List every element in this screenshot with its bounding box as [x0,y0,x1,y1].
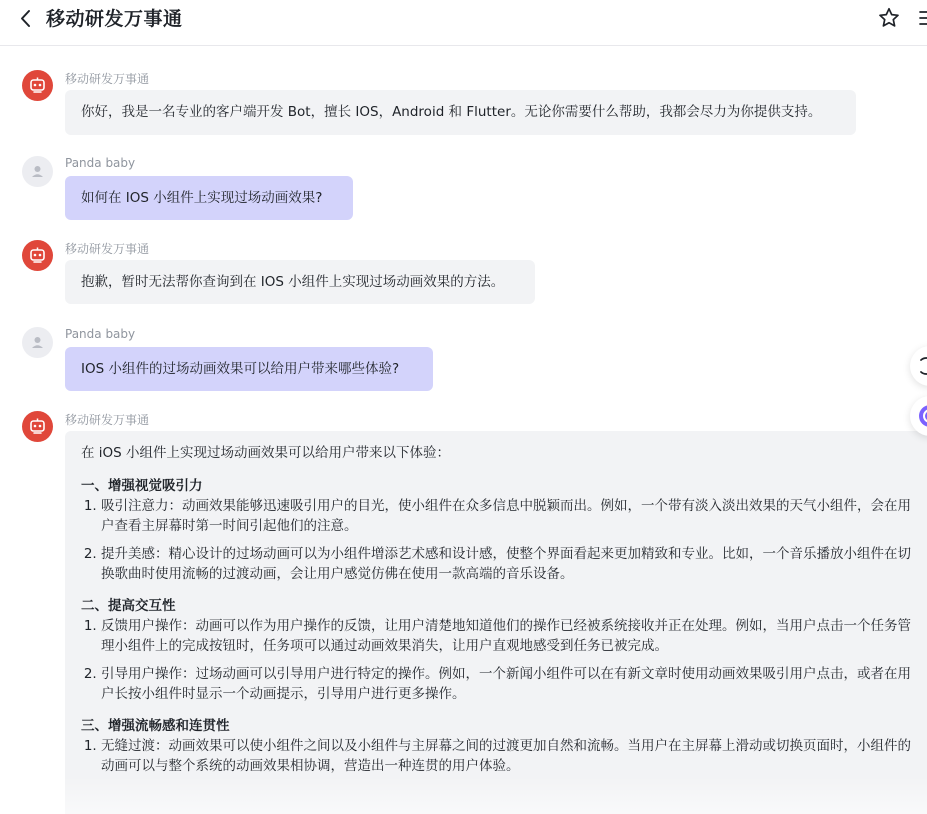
sender-name: Panda baby [65,156,136,170]
answer-intro: 在 iOS 小组件上实现过场动画效果可以给用户带来以下体验： [81,445,451,461]
list-item: 1. 吸引注意力：动画效果能够迅速吸引用户的目光，使小组件在众多信息中脱颖而出。例如，一个带有淡入淡出效果的天气小组件，会在用户查看主屏幕时第一时间引起他们的注意。 [101,496,921,536]
menu-icon [917,8,927,28]
chevron-left-icon [14,6,40,32]
list-item: 2. 提升美感：精心设计的过场动画可以为小组件增添艺术感和设计感，使整个界面看起来更加精致和专业。比如，一个音乐播放小组件在切换歌曲时使用流畅的过渡动画，会让用户感觉仿佛在使用一款高端的音乐设备。 [101,544,921,584]
menu-button[interactable] [917,8,927,28]
sender-name: 移动研发万事通 [65,413,150,427]
back-button[interactable] [14,6,40,32]
section-list [81,616,921,704]
message-bubble: IOS 小组件的过场动画效果可以给用户带来哪些体验? [65,347,433,391]
section-heading: 一、增强视觉吸引力 [81,478,203,494]
list-item: 1. 反馈用户操作：动画可以作为用户操作的反馈，让用户清楚地知道他们的操作已经被系统接收并正在处理。例如，当用户点击一个任务管理小组件上的完成按钮时，任务项可以通过动画效果消失，让用户直观地感受到任务已被完成。 [101,616,921,656]
user-avatar[interactable] [22,156,53,187]
top-bar [0,0,927,46]
star-outline-icon [877,6,901,30]
message-bubble: 抱歉，暂时无法帮你查询到在 IOS 小组件上实现过场动画效果的方法。 [65,260,535,304]
bot-avatar[interactable] [22,70,53,101]
section-heading: 二、提高交互性 [81,598,176,614]
bot-robot-icon [22,240,53,271]
user-avatar[interactable] [22,327,53,358]
list-item: 2. 引导用户操作：过场动画可以引导用户进行特定的操作。例如，一个新闻小组件可以在有新文章时使用动画效果吸引用户点击，或者在用户长按小组件时显示一个动画提示，引导用户进行更多操作。 [101,664,921,704]
favorite-button[interactable] [877,6,901,30]
bot-robot-icon [22,70,53,101]
section-list [81,496,921,584]
chat-message-list[interactable] [0,46,927,814]
section-heading: 三、增强流畅感和连贯性 [81,718,230,734]
bot-robot-icon [22,411,53,442]
user-icon [22,156,53,187]
message-bubble [65,431,927,814]
bot-avatar[interactable] [22,411,53,442]
section-list [81,736,921,776]
message-bubble: 你好，我是一名专业的客户端开发 Bot，擅长 IOS，Android 和 Flutter。无论你需要什么帮助，我都会尽力为你提供支持。 [65,90,856,135]
sender-name: 移动研发万事通 [65,242,150,256]
user-icon [22,327,53,358]
sender-name: 移动研发万事通 [65,72,150,86]
message-bubble: 如何在 IOS 小组件上实现过场动画效果? [65,176,353,220]
bot-avatar[interactable] [22,240,53,271]
page-title: 移动研发万事通 [46,8,183,30]
list-item: 1. 无缝过渡：动画效果可以使小组件之间以及小组件与主屏幕之间的过渡更加自然和流畅。当用户在主屏幕上滑动或切换页面时，小组件的动画可以与整个系统的动画效果相协调，营造出一种连贯的用户体验。 [101,736,921,776]
sender-name: Panda baby [65,327,136,341]
